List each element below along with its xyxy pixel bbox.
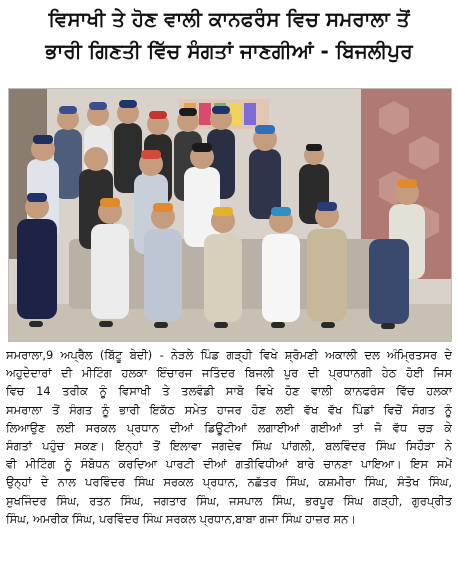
group-photo (8, 88, 452, 342)
headline-line-2: ਭਾਰੀ ਗਿਣਤੀ ਵਿੱਚ ਸੰਗਤਾਂ ਜਾਣਗੀਆਂ - ਬਿਜਲੀਪੁਰ (45, 39, 413, 63)
article-line: ਵੀ ਮੀਟਿੰਗ ਨੂੰ ਸੰਬੋਧਨ ਕਰਦਿਆ ਪਾਰਟੀ ਦੀਆਂ ਗਤੀਵਿਧੀਆਂ ਬਾਰੇ ਚਾਨਣਾ ਪਾਇਆ। ਇਸ ਸਮੇਂ (6, 457, 452, 472)
article-line: ਸੁਖਜਿੰਦਰ ਸਿੰਘ, ਰਤਨ ਸਿੰਘ, ਜਗਤਾਰ ਸਿੰਘ, ਜਸਪਾਲ ਸਿੰਘ, ਭਰਪੂਰ ਸਿੰਘ ਗੜ੍ਹੀ, ਗੁਰਪ੍ਰੀਤ (6, 493, 452, 508)
headline-line-1: ਵਿਸਾਖੀ ਤੇ ਹੋਣ ਵਾਲੀ ਕਾਨਫਰੰਸ ਵਿਚ ਸਮਰਾਲਾ ਤੋਂ (48, 7, 410, 31)
article-line-last: ਸਿੰਘ, ਅਮਰੀਕ ਸਿੰਘ, ਪਰਵਿੰਦਰ ਸਿੰਘ ਸਰਕਲ ਪ੍ਰਧਾਨ,ਬਾਬਾ ਗਜਾ ਸਿੰਘ ਹਾਜ਼ਰ ਸਨ। (6, 511, 356, 526)
article-line: ਸੰਗਤਾਂ ਪਹੁੰਚ ਸਕਣ। ਇਨ੍ਹਾਂ ਤੋਂ ਇਲਾਵਾ ਜਗਦੇਵ ਸਿੰਘ ਪਾਂਗਲੀ, ਬਲਵਿੰਦਰ ਸਿੰਘ ਸਿਹੌੜਾ ਨੇ (6, 438, 452, 453)
article-body (6, 346, 452, 528)
article-line: ਸਮਰਾਲਾ ਤੋਂ ਸੰਗਤ ਨੂੰ ਭਾਰੀ ਇਕੱਠ ਸਮੇਤ ਹਾਜਰ ਹੋਣ ਲਈ ਵੱਖ ਵੱਖ ਪਿੰਡਾਂ ਵਿਚੋਂ ਸੰਗਤ ਨੂੰ (6, 402, 452, 417)
article-line: ਉਨ੍ਹਾਂ ਦੇ ਨਾਲ ਪਰਵਿੰਦਰ ਸਿੰਘ ਸਰਕਲ ਪ੍ਰਧਾਨ, ਨਛੱਤਰ ਸਿੰਘ, ਕਸ਼ਮੀਰਾ ਸਿੰਘ, ਸੰਤੋਖ ਸਿੰਘ, (6, 475, 452, 490)
article-line: ਵਿਚ 14 ਤਰੀਕ ਨੂੰ ਵਿਸਾਖੀ ਤੇ ਤਲਵੰਡੀ ਸਾਬੋ ਵਿਖੇ ਹੋਣ ਵਾਲੀ ਕਾਨਫਰੰਸ ਵਿੱਚ ਹਲਕਾ (6, 384, 452, 399)
article-line: ਲਿਆਉਣ ਲਈ ਸਰਕਲ ਪ੍ਰਧਾਨ ਦੀਆਂ ਡਿਊਟੀਆਂ ਲਗਾਈਆਂ ਗਈਆਂ ਤਾਂ ਜੋ ਵੱਧ ਚੜ ਕੇ (6, 420, 452, 435)
article-line: ਸਮਰਾਲਾ,9 ਅਪ੍ਰੈਲ (ਬਿੱਟੂ ਬੇਦੀ) - ਨੇੜਲੇ ਪਿੰਡ ਗੜ੍ਹੀ ਵਿਖੇ ਸ਼੍ਰੋਮਣੀ ਅਕਾਲੀ ਦਲ ਅੰਮ੍ਰਿਤਸਰ ਦੇ (6, 348, 452, 362)
article-line: ਅਹੁਦੇਦਾਰਾਂ ਦੀ ਮੀਟਿੰਗ ਹਲਕਾ ਇੰਚਾਰਜ ਜਤਿੰਦਰ ਬਿਜਲੀ ਪੁਰ ਦੀ ਪ੍ਰਧਾਨਗੀ ਹੇਠ ਹੋਈ ਜਿਸ (6, 366, 452, 381)
